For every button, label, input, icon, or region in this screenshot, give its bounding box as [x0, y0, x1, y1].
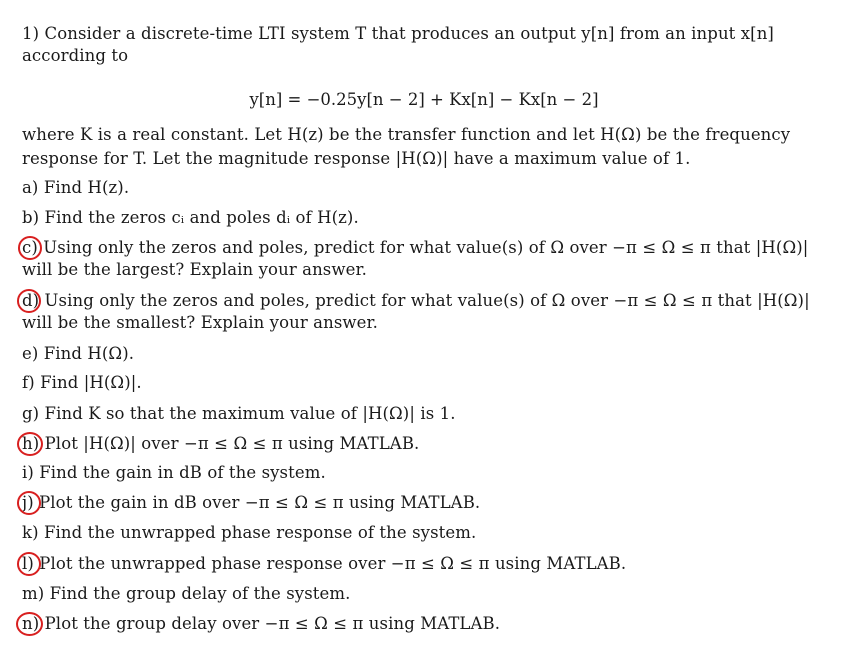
part-l: l) Plot the unwrapped phase response over −π ≤ Ω ≤ π using MATLAB.: [22, 554, 627, 573]
part-d-line-2: will be the smallest? Explain your answer.: [22, 313, 379, 332]
part-a: a) Find H(z).: [22, 178, 130, 197]
part-k: k) Find the unwrapped phase response of the system.: [22, 523, 477, 542]
part-j: j) Plot the gain in dB over −π ≤ Ω ≤ π using MATLAB.: [22, 493, 481, 512]
part-m: m) Find the group delay of the system.: [22, 584, 351, 603]
part-d-line-1: d) Using only the zeros and poles, predict for what value(s) of Ω over −π ≤ Ω ≤ π that |H(Ω)|: [22, 291, 810, 310]
part-n: n) Plot the group delay over −π ≤ Ω ≤ π using MATLAB.: [22, 614, 501, 633]
intro-line-1: 1) Consider a discrete-time LTI system T that produces an output y[n] from an input x[n]: [22, 24, 774, 43]
part-b: b) Find the zeros cᵢ and poles dᵢ of H(z).: [22, 208, 359, 227]
part-i: i) Find the gain in dB of the system.: [22, 463, 326, 482]
description-line-2: response for T. Let the magnitude response |H(Ω)| have a maximum value of 1.: [22, 149, 691, 168]
difference-equation: y[n] = −0.25y[n − 2] + Kx[n] − Kx[n − 2]: [249, 90, 599, 109]
intro-line-2: according to: [22, 46, 129, 65]
part-e: e) Find H(Ω).: [22, 344, 135, 363]
part-c-line-2: will be the largest? Explain your answer.: [22, 260, 367, 279]
part-c-line-1: c) Using only the zeros and poles, predict for what value(s) of Ω over −π ≤ Ω ≤ π that |H(Ω)|: [22, 238, 809, 257]
part-g: g) Find K so that the maximum value of |H(Ω)| is 1.: [22, 404, 456, 423]
part-f: f) Find |H(Ω)|.: [22, 373, 142, 392]
part-h: h) Plot |H(Ω)| over −π ≤ Ω ≤ π using MATLAB.: [22, 434, 420, 453]
description-line-1: where K is a real constant. Let H(z) be the transfer function and let H(Ω) be the frequency: [22, 125, 791, 144]
